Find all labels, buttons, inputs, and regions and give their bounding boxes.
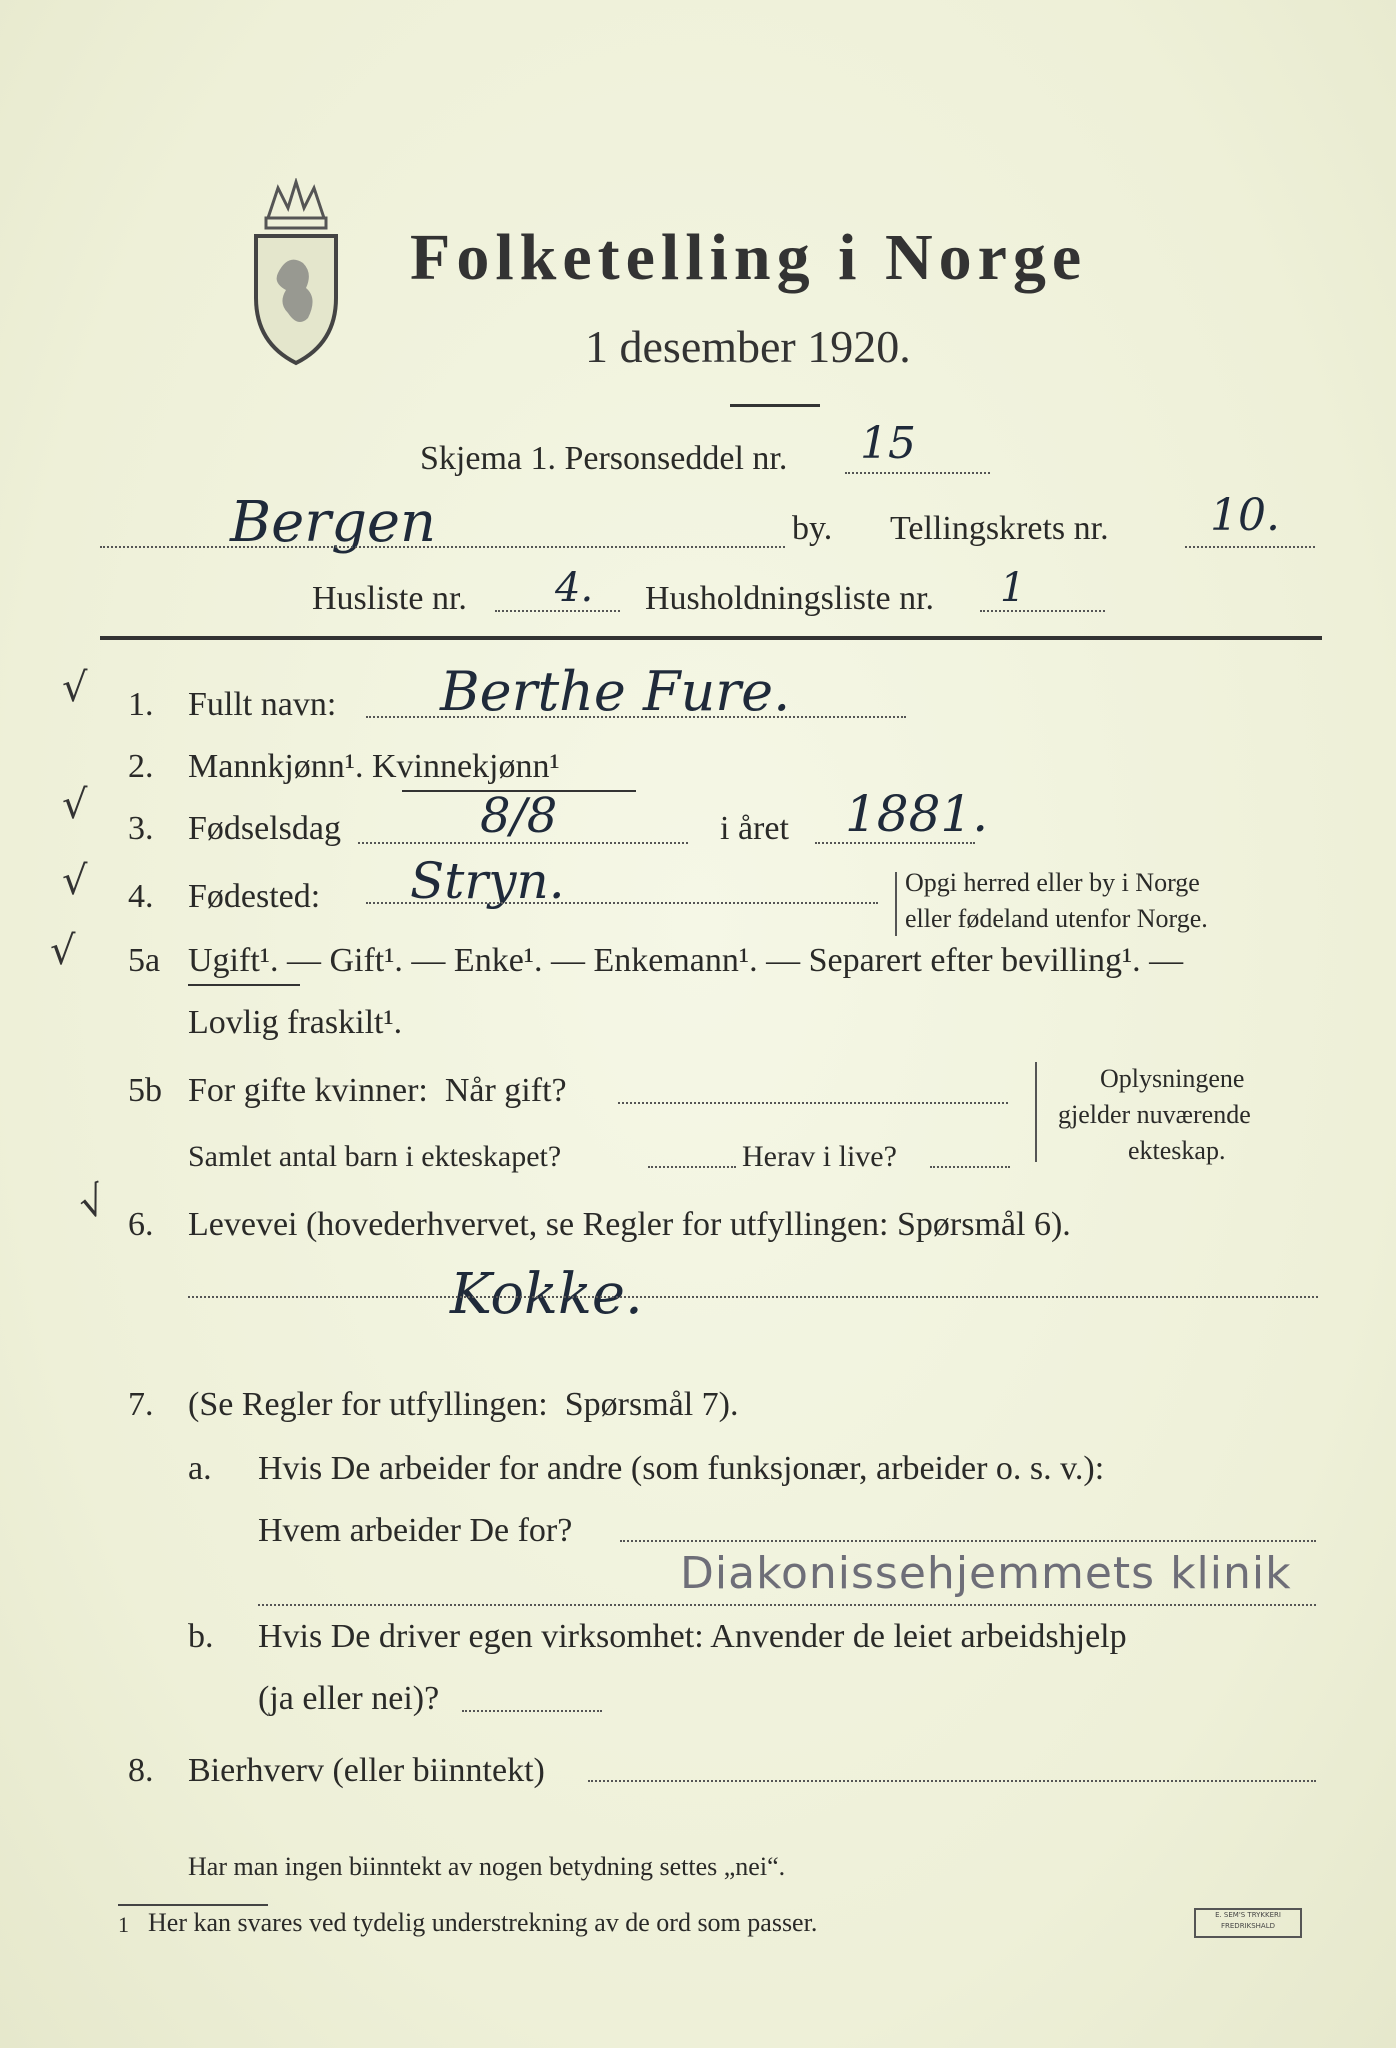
birthplace-line <box>366 902 878 904</box>
employer-line-2 <box>258 1604 1316 1606</box>
tellingskrets-line <box>1185 546 1315 548</box>
q5a-line-2: Lovlig fraskilt¹. <box>188 1004 403 1041</box>
married-date-line <box>618 1102 1008 1104</box>
husliste-label: Husliste nr. <box>312 580 467 617</box>
q3-check-mark: √ <box>62 782 88 828</box>
q5b-alive-label: Herav i live? <box>742 1140 897 1173</box>
q7-number: 7. <box>128 1386 154 1423</box>
footnote-rule <box>118 1904 268 1906</box>
q4-label: Fødested: <box>188 878 321 915</box>
ugift-underline <box>188 984 300 986</box>
hired-help-line <box>462 1710 602 1712</box>
employer-stamp: Diakonissehjemmets klinik <box>680 1548 1292 1599</box>
q5a-check-mark: √ <box>50 928 76 974</box>
city-name: Bergen <box>230 490 437 555</box>
q7a-line-1: Hvis De arbeider for andre (som funksjonær, arbeider o. s. v.): <box>258 1450 1105 1487</box>
q3-number: 3. <box>128 810 154 847</box>
full-name-line <box>366 716 906 718</box>
q2-number: 2. <box>128 748 154 785</box>
birthplace-value: Stryn. <box>410 852 565 910</box>
q4-number: 4. <box>128 878 154 915</box>
birth-year-label: i året <box>720 810 789 847</box>
q7b-line-1: Hvis De driver egen virksomhet: Anvender de leiet arbeidshjelp <box>258 1618 1127 1655</box>
q5b-line-1: For gifte kvinner: Når gift? <box>188 1072 567 1109</box>
husliste-line <box>495 610 620 612</box>
footer-note: Har man ingen biinntekt av nogen betydning settes „nei“. <box>188 1852 786 1881</box>
q7a-letter: a. <box>188 1450 212 1487</box>
title-divider <box>730 404 820 407</box>
birthday-line <box>358 842 688 844</box>
census-date: 1 desember 1920. <box>585 321 911 372</box>
side-income-line <box>588 1780 1316 1782</box>
footnote-mark: 1 <box>118 1912 129 1937</box>
birth-year-value: 1881. <box>845 785 989 843</box>
city-line <box>100 546 785 548</box>
q5a-line-1: Ugift¹. — Gift¹. — Enke¹. — Enkemann¹. — Separert efter bevilling¹. — <box>188 942 1184 979</box>
marriage-note-bracket <box>1035 1062 1037 1162</box>
q2-label: Mannkjønn¹. Kvinnekjønn¹ <box>188 748 560 785</box>
q6-number: 6. <box>128 1206 154 1243</box>
husholdning-line <box>980 610 1105 612</box>
personseddel-line <box>845 472 990 474</box>
birth-year-line <box>815 842 975 844</box>
form-title: Folketelling i Norge <box>410 221 1088 294</box>
tellingskrets-number: 10. <box>1210 490 1280 541</box>
husholdning-label: Husholdningsliste nr. <box>645 580 935 617</box>
q4-check-mark: √ <box>62 858 88 904</box>
footnote-text: Her kan svares ved tydelig understrekning av de ord som passer. <box>148 1908 818 1937</box>
marriage-note-3: ekteskap. <box>1128 1136 1226 1165</box>
personseddel-number: 15 <box>860 418 916 469</box>
q1-label: Fullt navn: <box>188 686 337 723</box>
printer-mark: E. SEM'S TRYKKERI FREDRIKSHALD <box>1194 1908 1302 1938</box>
by-label: by. <box>792 510 833 547</box>
birthplace-note-1: Opgi herred eller by i Norge <box>905 868 1200 897</box>
full-name-value: Berthe Fure. <box>440 660 791 723</box>
q6-check-mark: √ <box>72 1177 113 1229</box>
skjema-label: Skjema 1. Personseddel nr. <box>420 440 788 477</box>
q6-label: Levevei (hovederhvervet, se Regler for utfyllingen: Spørsmål 6). <box>188 1206 1071 1243</box>
tellingskrets-label: Tellingskrets nr. <box>890 510 1109 547</box>
q7b-line-2: (ja eller nei)? <box>258 1680 440 1717</box>
header-rule <box>100 636 1322 640</box>
q7-label: (Se Regler for utfyllingen: Spørsmål 7). <box>188 1386 739 1423</box>
q8-number: 8. <box>128 1752 154 1789</box>
q8-label: Bierhverv (eller biinntekt) <box>188 1752 545 1789</box>
children-alive-line <box>930 1166 1010 1168</box>
birthday-value: 8/8 <box>480 788 558 844</box>
q5b-children-label: Samlet antal barn i ekteskapet? <box>188 1140 562 1173</box>
marriage-note-1: Oplysningene <box>1100 1064 1245 1093</box>
q5a-number: 5a <box>128 942 161 979</box>
children-count-line <box>648 1166 736 1168</box>
marriage-note-2: gjelder nuværende <box>1058 1100 1251 1129</box>
q3-label: Fødselsdag <box>188 810 341 847</box>
q5b-number: 5b <box>128 1072 162 1109</box>
husliste-number: 4. <box>555 565 594 611</box>
q1-number: 1. <box>128 686 154 723</box>
q7a-line-2: Hvem arbeider De for? <box>258 1512 573 1549</box>
occupation-value: Kokke. <box>450 1262 643 1327</box>
q1-check-mark: √ <box>62 665 88 711</box>
coat-of-arms-icon <box>248 178 344 368</box>
employer-line-1 <box>620 1540 1316 1542</box>
birthplace-note-bracket <box>895 872 897 936</box>
husholdning-number: 1 <box>1000 565 1026 611</box>
q7b-letter: b. <box>188 1618 214 1655</box>
birthplace-note-2: eller fødeland utenfor Norge. <box>905 904 1208 933</box>
occupation-line <box>188 1296 1318 1298</box>
